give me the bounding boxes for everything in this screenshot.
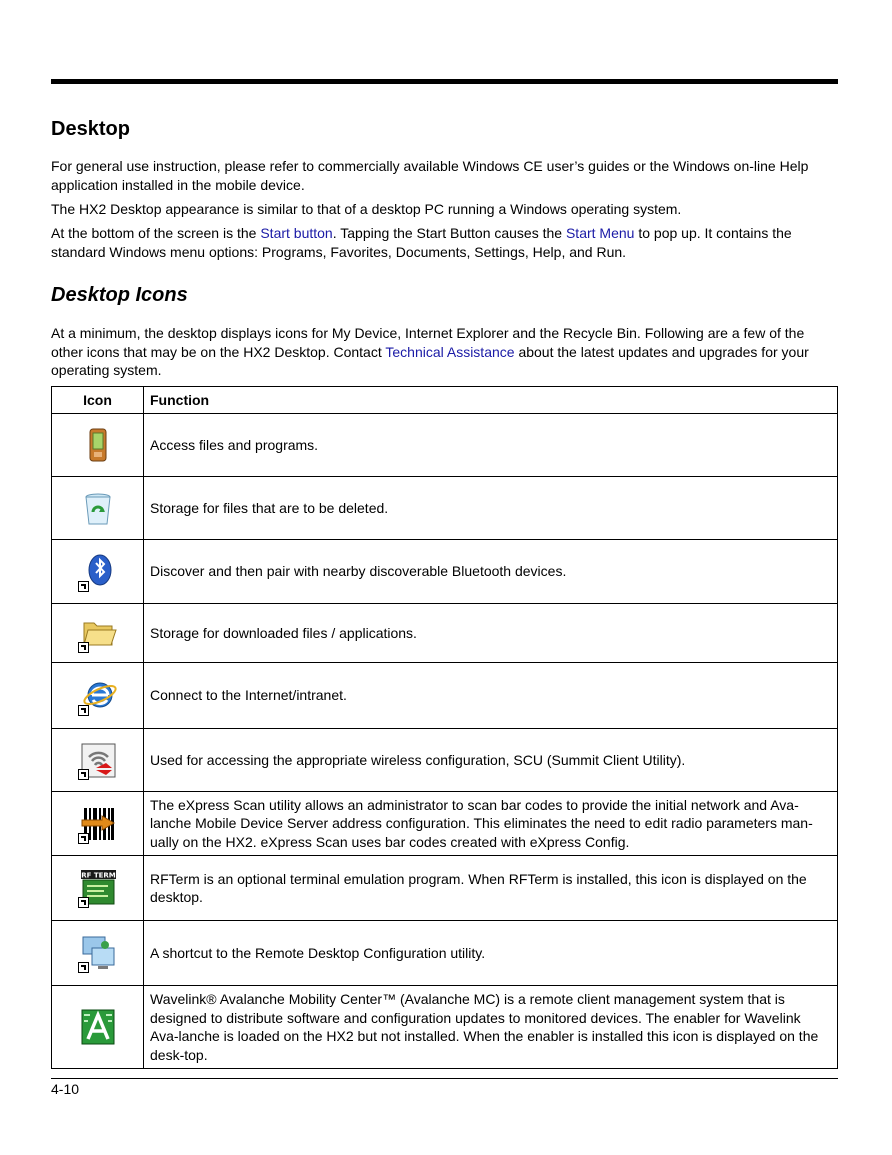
express-scan-icon [78,804,118,844]
table-row [52,540,838,604]
function-cell: RFTerm is an optional terminal emulation program. When RFTerm is installed, this icon is displayed on the desktop. [144,856,838,921]
my-device-icon [78,425,118,465]
folder-icon [78,613,118,653]
shortcut-arrow-icon [78,769,89,780]
shortcut-arrow-icon [78,833,89,844]
function-cell: A shortcut to the Remote Desktop Configuration utility. [144,921,838,986]
bluetooth-icon [78,552,118,592]
table-row [52,856,838,921]
icon-cell [52,663,144,729]
section-title: Desktop [51,118,130,140]
table-row [52,477,838,540]
avalanche-icon [78,1007,118,1047]
icon-cell [52,856,144,921]
intro-paragraph: For general use instruction, please refer to commercially available Windows CE user’s guides or the Windows on-line Help application installed in the mobile device. [51,158,809,193]
icon-cell [52,414,144,477]
function-cell: Storage for downloaded files / applications. [144,604,838,663]
function-cell: Discover and then pair with nearby discoverable Bluetooth devices. [144,540,838,604]
table-row [52,921,838,986]
appearance-paragraph: The HX2 Desktop appearance is similar to that of a desktop PC running a Windows operating system. [51,201,682,217]
icon-cell [52,604,144,663]
icons-table [51,386,838,1069]
start-menu-link[interactable]: Start Menu [565,225,635,241]
table-row [52,986,838,1069]
table-header-row [52,387,838,414]
page-number: 4-10 [51,1081,80,1097]
table-row [52,663,838,729]
icon-cell [52,477,144,540]
table-row [52,729,838,792]
technical-assistance-link[interactable]: Technical Assistance [385,343,515,360]
function-cell: Wavelink® Avalanche Mobility Center™ (Avalanche MC) is a remote client management system that is designed to distribute software and configuration updates to monitored devices. The enabler for Wavelink Ava-lanche is loaded on the HX2 but not installed. When the enabler is installed this icon is displayed on the desk-top. [144,986,838,1069]
rfterm-icon [78,868,118,908]
icon-cell [52,729,144,792]
wireless-config-icon [78,740,118,780]
icons-intro-paragraph: At a minimum, the desktop displays icons for My Device, Internet Explorer and the Recycle Bin. Following are a few of the other icons that may be on the HX2 Desktop. Contact Technical Assistance about the latest updates and upgrades for your operating system. [51,325,809,378]
function-cell: Used for accessing the appropriate wireless configuration, SCU (Summit Client Utility). [144,729,838,792]
icon-cell [52,986,144,1069]
table-row [52,792,838,856]
function-cell: Access files and programs. [144,414,838,477]
recycle-bin-icon [78,488,118,528]
top-rule [51,79,838,84]
function-cell: Connect to the Internet/intranet. [144,663,838,729]
rfterm-icon-text: RF TERM [80,871,116,880]
icon-cell [52,921,144,986]
subsection-title: Desktop Icons [51,284,188,306]
remote-desktop-icon [78,933,118,973]
start-paragraph: At the bottom of the screen is the Start button. Tapping the Start Button causes the Start Menu to pop up. It contains the standard Windows menu options: Programs, Favorites, Documents, Settings, Help, and Run. [51,225,792,260]
bottom-rule [51,1078,838,1079]
icon-column-header: Icon [52,387,144,414]
shortcut-arrow-icon [78,962,89,973]
function-cell: Storage for files that are to be deleted. [144,477,838,540]
shortcut-arrow-icon [78,581,89,592]
icon-cell [52,792,144,856]
table-row [52,414,838,477]
function-column-header: Function [144,387,838,414]
table-row [52,604,838,663]
start-button-link[interactable]: Start button [260,225,333,241]
internet-explorer-icon [78,676,118,716]
shortcut-arrow-icon [78,705,89,716]
shortcut-arrow-icon [78,897,89,908]
shortcut-arrow-icon [78,642,89,653]
icon-cell [52,540,144,604]
function-cell: The eXpress Scan utility allows an administrator to scan bar codes to provide the initial network and Ava-lanche Mobile Device Server address configuration. This eliminates the need to edit radio parameters man-ually on the HX2. eXpress Scan uses bar codes created with eXpress Config. [144,792,838,856]
